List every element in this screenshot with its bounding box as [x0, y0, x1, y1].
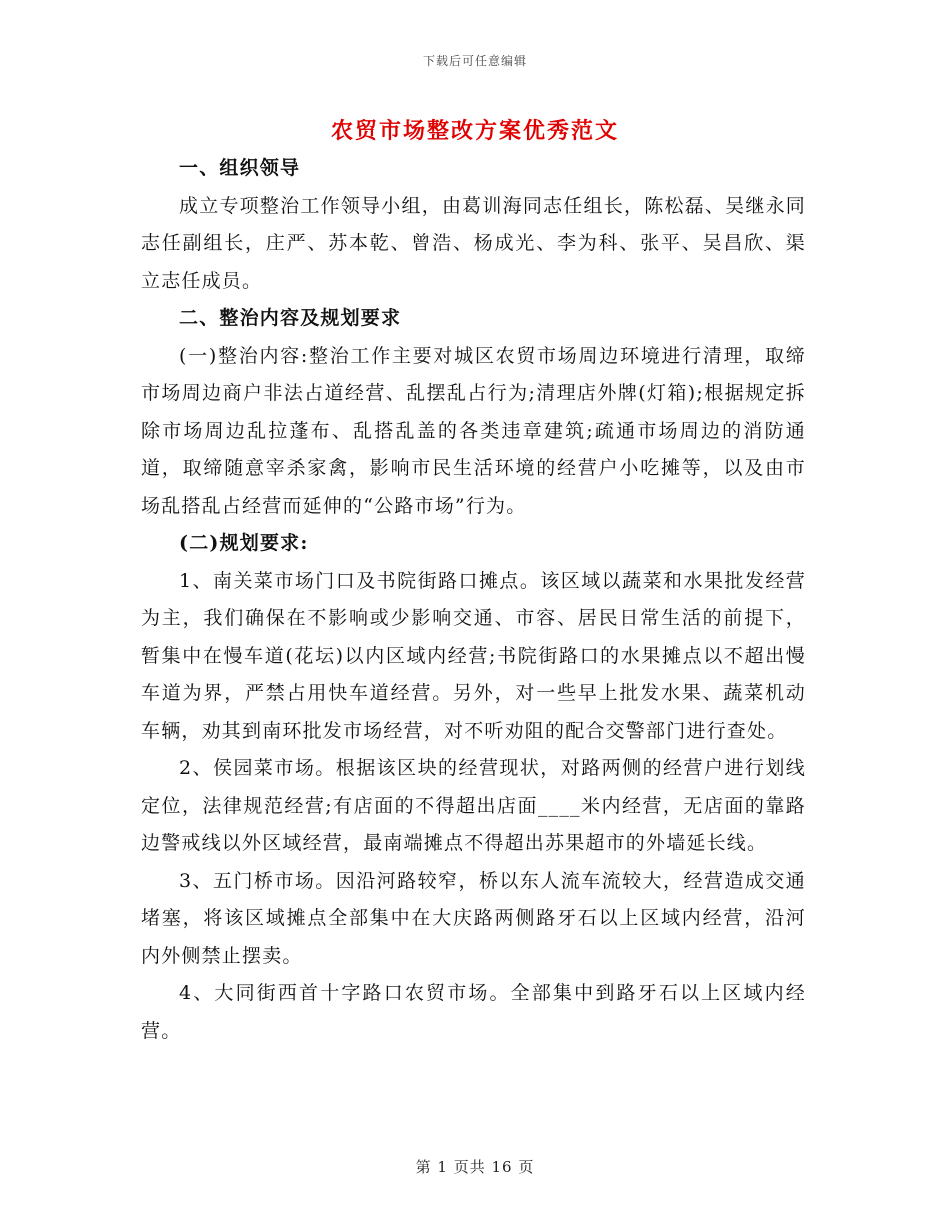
total-pages-number: 16: [491, 1158, 513, 1176]
footer-middle: 页共: [453, 1158, 486, 1176]
paragraph-item-1: 1、南关菜市场门口及书院街路口摊点。该区域以蔬菜和水果批发经营为主，我们确保在不影响或少影响交通、市容、居民日常生活的前提下，暂集中在慢车道(花坛)以内区域内经营;书院街路口的水果摊点以不超出慢车道为界，严禁占用快车道经营。另外，对一些早上批发水果、蔬菜机动车辆，劝其到南环批发市场经营，对不听劝阻的配合交警部门进行查处。: [141, 569, 806, 742]
paragraph-item-4: 4、大同街西首十字路口农贸市场。全部集中到路牙石以上区域内经营。: [141, 982, 806, 1042]
paragraph-item-2: 2、侯园菜市场。根据该区块的经营现状，对路两侧的经营户进行划线定位，法律规范经营;有店面的不得超出店面____米内经营，无店面的靠路边警戒线以外区域经营，最南端摊点不得超出苏果超市的外墙延长线。: [141, 757, 806, 854]
paragraph-item-3: 3、五门桥市场。因沿河路较窄，桥以东人流车流较大，经营造成交通堵塞，将该区域摊点全部集中在大庆路两侧路牙石以上区域内经营，沿河内外侧禁止摆卖。: [141, 869, 806, 967]
page-footer: [0, 1156, 950, 1177]
paragraph-rectification-content: (一)整治内容:整治工作主要对城区农贸市场周边环境进行清理，取缔市场周边商户非法占道经营、乱摆乱占行为;清理店外牌(灯箱);根据规定拆除市场周边乱拉蓬布、乱搭乱盖的各类违章建筑;疏通市场周边的消防通道，取缔随意宰杀家禽，影响市民生活环境的经营户小吃摊等，以及由市场乱搭乱占经营而延伸的“公路市场”行为。: [141, 344, 806, 517]
paragraph-organization: 成立专项整治工作领导小组，由葛训海同志任组长，陈松磊、吴继永同志任副组长，庄严、苏本乾、曾浩、杨成光、李为科、张平、吴昌欣、渠立志任成员。: [141, 194, 806, 292]
section-heading-content-requirements: 二、整治内容及规划要求: [179, 307, 402, 329]
section-heading-organization: 一、组织领导: [179, 157, 301, 179]
footer-suffix: 页: [518, 1158, 535, 1176]
subheading-planning-requirements: (二)规划要求:: [179, 532, 309, 554]
footer-prefix: 第: [415, 1158, 432, 1176]
document-title: 农贸市场整改方案优秀范文: [330, 118, 619, 144]
document-body: [141, 150, 806, 1050]
page-header: 下载后可任意编辑: [422, 54, 527, 68]
current-page-number: 1: [437, 1158, 448, 1176]
